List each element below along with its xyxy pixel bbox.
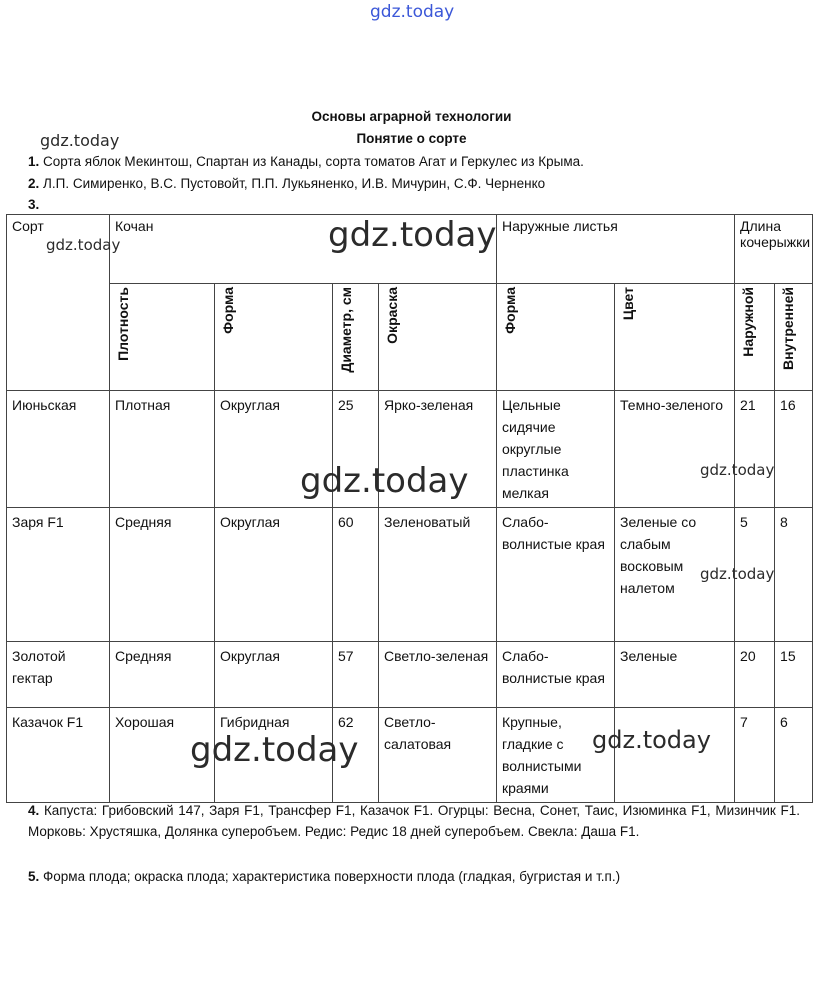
watermark: gdz.today bbox=[190, 730, 359, 770]
table-cell: Зеленоватый bbox=[379, 508, 497, 642]
watermark: gdz.today bbox=[592, 726, 711, 754]
header-outer-length: Наружной bbox=[735, 284, 775, 391]
header-inner-length: Внутренней bbox=[775, 284, 813, 391]
table-cell: Хорошая bbox=[110, 708, 215, 803]
table-cell: Средняя bbox=[110, 642, 215, 708]
watermark: gdz.today bbox=[300, 461, 469, 501]
watermark: gdz.today bbox=[700, 565, 775, 583]
watermark: gdz.today bbox=[46, 236, 121, 254]
cabbage-varieties-table bbox=[6, 214, 813, 803]
table-cell: 8 bbox=[775, 508, 813, 642]
header-outer-leaves: Наружные листья bbox=[497, 215, 735, 284]
table-cell: Плотная bbox=[110, 391, 215, 508]
header-leaf-color: Цвет bbox=[615, 284, 735, 391]
header-diameter: Диаметр, см bbox=[333, 284, 379, 391]
item-5 bbox=[28, 866, 800, 887]
table-row bbox=[7, 508, 813, 642]
table-cell: Заря F1 bbox=[7, 508, 110, 642]
header-sort: Сорт bbox=[7, 215, 110, 391]
table-cell: Зеленые со слабым восковым налетом bbox=[615, 508, 735, 642]
item-1-text: Сорта яблок Мекинтош, Спартан из Канады, сорта томатов Агат и Геркулес из Крыма. bbox=[43, 154, 584, 169]
table-row bbox=[7, 708, 813, 803]
table-cell: 60 bbox=[333, 508, 379, 642]
header-leaf-shape: Форма bbox=[497, 284, 615, 391]
table-cell: Светло-салатовая bbox=[379, 708, 497, 803]
table-cell: Крупные, гладкие с волнистыми краями bbox=[497, 708, 615, 803]
document-title: Основы аграрной технологии bbox=[311, 109, 512, 124]
watermark-top[interactable]: gdz.today bbox=[370, 2, 455, 22]
table-cell: Июньская bbox=[7, 391, 110, 508]
table-cell: Светло-зеленая bbox=[379, 642, 497, 708]
table-cell: Казачок F1 bbox=[7, 708, 110, 803]
table-cell: Золотой гектар bbox=[7, 642, 110, 708]
item-4-text: Капуста: Грибовский 147, Заря F1, Трансфер F1, Казачок F1. Огурцы: Весна, Сонет, Таис, Изюминка F1, Мизинчик F1. Морковь: Хрустяшка, Долянка суперобъем. Редис: Редис 18 дней суперобъем. Свекла: Даша F1. bbox=[28, 803, 800, 839]
item-4-number: 4. bbox=[28, 803, 40, 818]
watermark: gdz.today bbox=[700, 461, 775, 479]
header-length: Длина кочерыжки bbox=[735, 215, 813, 284]
table-cell: Зеленые bbox=[615, 642, 735, 708]
table-cell: 25 bbox=[333, 391, 379, 508]
table-cell: 16 bbox=[775, 391, 813, 508]
header-shape: Форма bbox=[215, 284, 333, 391]
table-cell: Цельные сидячие округлые пластинка мелкая bbox=[497, 391, 615, 508]
table-cell: Гибридная bbox=[215, 708, 333, 803]
item-4 bbox=[28, 800, 800, 842]
table-row bbox=[7, 642, 813, 708]
item-1-number: 1. bbox=[28, 154, 40, 169]
table-cell: Средняя bbox=[110, 508, 215, 642]
header-density: Плотность bbox=[110, 284, 215, 391]
table-cell: Округлая bbox=[215, 642, 333, 708]
table-cell: 5 bbox=[735, 508, 775, 642]
table-cell: Слабо-волнистые края bbox=[497, 508, 615, 642]
table-cell: Слабо-волнистые края bbox=[497, 642, 615, 708]
table-cell: 57 bbox=[333, 642, 379, 708]
item-2 bbox=[28, 176, 545, 191]
table-cell: 21 bbox=[735, 391, 775, 508]
table-cell: 15 bbox=[775, 642, 813, 708]
item-5-text: Форма плода; окраска плода; характеристика поверхности плода (гладкая, бугристая и т.п.) bbox=[43, 869, 621, 884]
table-cell: Ярко-зеленая bbox=[379, 391, 497, 508]
table-cell: Округлая bbox=[215, 508, 333, 642]
table-cell: Темно-зеленого bbox=[615, 391, 735, 508]
document-subtitle: Понятие о сорте bbox=[356, 131, 467, 146]
watermark: gdz.today bbox=[328, 215, 497, 255]
table-cell: 7 bbox=[735, 708, 775, 803]
header-color: Окраска bbox=[379, 284, 497, 391]
item-3-number: 3. bbox=[28, 197, 40, 212]
table-header-row-columns bbox=[7, 284, 813, 391]
table-cell: 62 bbox=[333, 708, 379, 803]
item-3 bbox=[28, 197, 39, 212]
table-cell: Округлая bbox=[215, 391, 333, 508]
item-2-number: 2. bbox=[28, 176, 40, 191]
table-cell: 6 bbox=[775, 708, 813, 803]
item-1 bbox=[28, 154, 584, 169]
table-cell bbox=[615, 708, 735, 803]
item-2-text: Л.П. Симиренко, В.С. Пустовойт, П.П. Лукьяненко, И.В. Мичурин, С.Ф. Черненко bbox=[43, 176, 546, 191]
item-5-number: 5. bbox=[28, 869, 40, 884]
header-kochan: Кочан bbox=[110, 215, 497, 284]
watermark: gdz.today bbox=[40, 131, 120, 150]
table-cell: 20 bbox=[735, 642, 775, 708]
